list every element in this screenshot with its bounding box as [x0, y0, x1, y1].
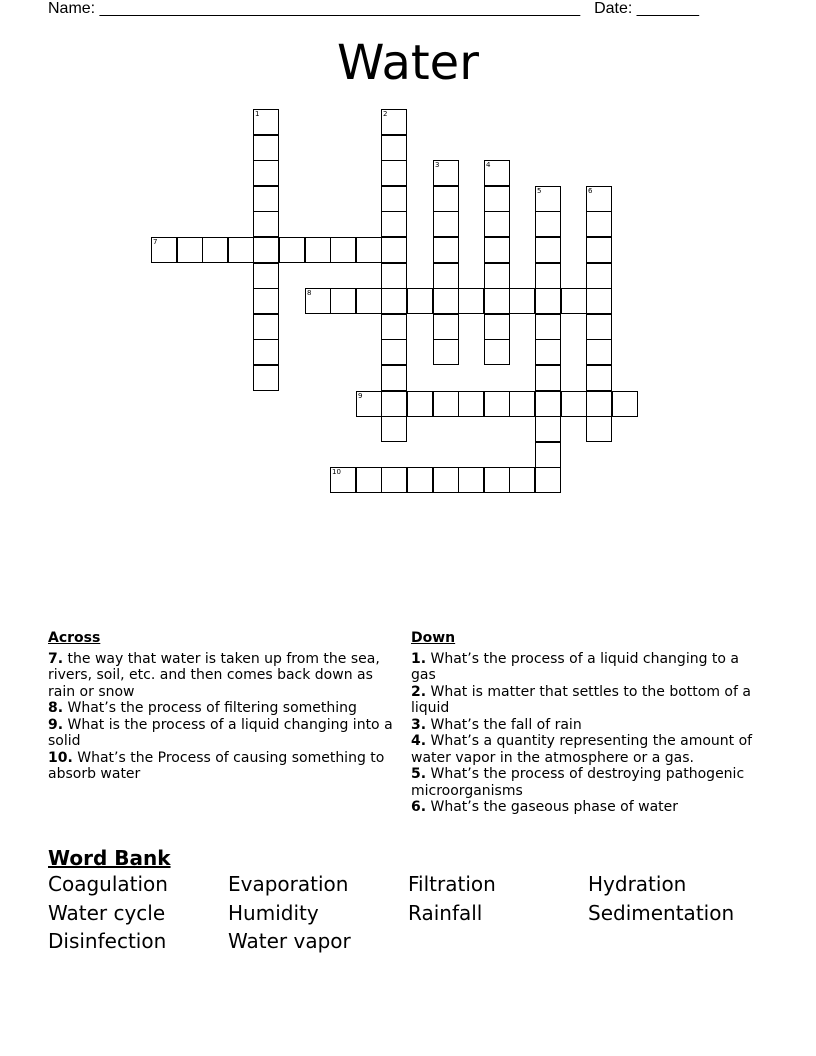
- grid-cell[interactable]: [535, 442, 561, 468]
- clue-text: What’s the process of destroying pathogenic microorganisms: [411, 766, 745, 799]
- grid-cell[interactable]: [484, 237, 510, 263]
- down-clue: [411, 651, 761, 684]
- clue-text: What’s the fall of rain: [426, 716, 582, 733]
- grid-cell[interactable]: [356, 237, 382, 263]
- grid-cell[interactable]: [433, 288, 459, 314]
- grid-cell[interactable]: [484, 467, 510, 493]
- grid-cell[interactable]: [356, 288, 382, 314]
- grid-cell[interactable]: [433, 160, 459, 186]
- grid-cell[interactable]: [433, 339, 459, 365]
- word-bank-heading: Word Bank: [48, 846, 171, 870]
- grid-cell[interactable]: [381, 186, 407, 212]
- grid-cell[interactable]: [407, 391, 433, 417]
- across-clue: [48, 750, 403, 783]
- grid-cell[interactable]: [381, 237, 407, 263]
- grid-cell[interactable]: [381, 109, 407, 135]
- grid-cell[interactable]: [586, 186, 612, 212]
- cell-number: 6: [588, 187, 593, 195]
- down-heading: Down: [411, 630, 456, 646]
- grid-cell[interactable]: [253, 160, 279, 186]
- clue-text: What is matter that settles to the bottom of a liquid: [411, 683, 751, 716]
- clue-number: 5.: [411, 766, 427, 782]
- cell-number: 9: [358, 392, 363, 400]
- grid-cell[interactable]: [330, 237, 356, 263]
- grid-cell[interactable]: [253, 314, 279, 340]
- cell-number: 2: [383, 110, 388, 118]
- grid-cell[interactable]: [381, 263, 407, 289]
- grid-cell[interactable]: [253, 186, 279, 212]
- grid-cell[interactable]: [612, 391, 638, 417]
- grid-cell[interactable]: [330, 467, 356, 493]
- cell-number: 4: [486, 161, 491, 169]
- cell-number: 8: [307, 289, 312, 297]
- grid-cell[interactable]: [535, 391, 561, 417]
- grid-cell[interactable]: [381, 211, 407, 237]
- grid-cell[interactable]: [433, 186, 459, 212]
- grid-cell[interactable]: [586, 339, 612, 365]
- grid-cell[interactable]: [458, 391, 484, 417]
- grid-cell[interactable]: [586, 365, 612, 391]
- grid-cell[interactable]: [586, 314, 612, 340]
- grid-cell[interactable]: [535, 365, 561, 391]
- word-bank: [48, 846, 768, 956]
- across-clue: [48, 700, 403, 717]
- down-clue: [411, 766, 761, 799]
- grid-cell[interactable]: [253, 365, 279, 391]
- word-bank-item: Humidity: [228, 900, 319, 925]
- grid-cell[interactable]: [381, 314, 407, 340]
- grid-cell[interactable]: [202, 237, 228, 263]
- across-clues: [48, 630, 403, 783]
- grid-cell[interactable]: [356, 391, 382, 417]
- across-heading: Across: [48, 630, 101, 646]
- word-bank-item: Evaporation: [228, 872, 349, 896]
- clue-number: 4.: [411, 733, 427, 749]
- grid-cell[interactable]: [484, 186, 510, 212]
- grid-cell[interactable]: [561, 288, 587, 314]
- clue-number: 6.: [411, 799, 427, 815]
- grid-cell[interactable]: [509, 391, 535, 417]
- grid-cell[interactable]: [433, 263, 459, 289]
- grid-cell[interactable]: [484, 211, 510, 237]
- across-clue: [48, 717, 403, 750]
- grid-cell[interactable]: [433, 467, 459, 493]
- down-clue: [411, 733, 761, 766]
- grid-cell[interactable]: [381, 339, 407, 365]
- grid-cell[interactable]: [381, 160, 407, 186]
- grid-cell[interactable]: [330, 288, 356, 314]
- clue-number: 10.: [48, 749, 73, 766]
- grid-cell[interactable]: [407, 467, 433, 493]
- cell-number: 1: [255, 110, 260, 118]
- clue-text: What is the process of a liquid changing into a solid: [48, 716, 393, 749]
- grid-cell[interactable]: [509, 467, 535, 493]
- grid-cell[interactable]: [535, 339, 561, 365]
- grid-cell[interactable]: [458, 467, 484, 493]
- clue-text: the way that water is taken up from the sea, rivers, soil, etc. and then comes back down as rain or snow: [48, 650, 380, 700]
- grid-cell[interactable]: [484, 160, 510, 186]
- grid-cell[interactable]: [228, 237, 254, 263]
- clue-number: 1.: [411, 650, 427, 667]
- down-clue: [411, 799, 761, 816]
- grid-cell[interactable]: [586, 416, 612, 442]
- grid-cell[interactable]: [586, 237, 612, 263]
- grid-cell[interactable]: [381, 416, 407, 442]
- clue-text: What’s the Process of causing something to absorb water: [48, 749, 385, 782]
- word-bank-list: [48, 870, 768, 956]
- grid-cell[interactable]: [586, 263, 612, 289]
- date-field-label[interactable]: Date: _______: [594, 0, 700, 17]
- name-field-label[interactable]: Name: ______________________________________________________: [48, 0, 581, 17]
- grid-cell[interactable]: [253, 339, 279, 365]
- clue-text: What’s a quantity representing the amount of water vapor in the atmosphere or a gas.: [411, 733, 753, 766]
- clue-number: 8.: [48, 700, 64, 716]
- grid-cell[interactable]: [535, 314, 561, 340]
- grid-cell[interactable]: [433, 211, 459, 237]
- grid-cell[interactable]: [535, 263, 561, 289]
- grid-cell[interactable]: [381, 135, 407, 161]
- grid-cell[interactable]: [586, 211, 612, 237]
- grid-cell[interactable]: [381, 391, 407, 417]
- grid-cell[interactable]: [356, 467, 382, 493]
- clue-number: 3.: [411, 716, 427, 733]
- grid-cell[interactable]: [535, 237, 561, 263]
- down-clues: [411, 630, 761, 816]
- grid-cell[interactable]: [381, 467, 407, 493]
- grid-cell[interactable]: [253, 237, 279, 263]
- grid-cell[interactable]: [151, 237, 177, 263]
- grid-cell[interactable]: [484, 391, 510, 417]
- grid-cell[interactable]: [561, 391, 587, 417]
- clue-number: 2.: [411, 683, 427, 700]
- grid-cell[interactable]: [433, 314, 459, 340]
- grid-cell[interactable]: [253, 211, 279, 237]
- word-bank-item: Water cycle: [48, 900, 166, 925]
- word-bank-item: Filtration: [408, 872, 496, 896]
- word-bank-item: Coagulation: [48, 872, 168, 896]
- word-bank-item: Hydration: [588, 872, 687, 896]
- grid-cell[interactable]: [535, 186, 561, 212]
- grid-cell[interactable]: [535, 467, 561, 493]
- word-bank-item: Disinfection: [48, 929, 167, 953]
- grid-cell[interactable]: [535, 211, 561, 237]
- across-clue: [48, 651, 403, 701]
- clue-text: What’s the process of a liquid changing to a gas: [411, 650, 739, 683]
- grid-cell[interactable]: [586, 391, 612, 417]
- grid-cell[interactable]: [253, 288, 279, 314]
- down-clue: [411, 717, 761, 734]
- clue-text: What’s the process of filtering something: [63, 700, 357, 716]
- puzzle-title: Water: [337, 35, 479, 91]
- grid-cell[interactable]: [305, 237, 331, 263]
- grid-cell[interactable]: [484, 288, 510, 314]
- clue-number: 9.: [48, 716, 64, 733]
- grid-cell[interactable]: [484, 314, 510, 340]
- clue-text: What’s the gaseous phase of water: [426, 799, 679, 815]
- grid-cell[interactable]: [484, 339, 510, 365]
- grid-cell[interactable]: [381, 288, 407, 314]
- grid-cell[interactable]: [279, 237, 305, 263]
- grid-cell[interactable]: [381, 365, 407, 391]
- word-bank-item: Water vapor: [228, 929, 351, 953]
- cell-number: 5: [537, 187, 542, 195]
- cell-number: 10: [332, 468, 341, 476]
- grid-cell[interactable]: [407, 288, 433, 314]
- grid-cell[interactable]: [458, 288, 484, 314]
- grid-cell[interactable]: [484, 263, 510, 289]
- grid-cell[interactable]: [535, 288, 561, 314]
- clue-number: 7.: [48, 650, 64, 667]
- grid-cell[interactable]: [433, 391, 459, 417]
- grid-cell[interactable]: [177, 237, 203, 263]
- grid-cell[interactable]: [253, 263, 279, 289]
- grid-cell[interactable]: [509, 288, 535, 314]
- grid-cell[interactable]: [535, 416, 561, 442]
- grid-cell[interactable]: [253, 109, 279, 135]
- word-bank-item: Sedimentation: [588, 900, 735, 925]
- down-clue: [411, 684, 761, 717]
- cell-number: 3: [435, 161, 440, 169]
- grid-cell[interactable]: [586, 288, 612, 314]
- grid-cell[interactable]: [433, 237, 459, 263]
- cell-number: 7: [153, 238, 158, 246]
- grid-cell[interactable]: [305, 288, 331, 314]
- name-date-line: [48, 0, 748, 20]
- grid-cell[interactable]: [253, 135, 279, 161]
- word-bank-item: Rainfall: [408, 900, 483, 925]
